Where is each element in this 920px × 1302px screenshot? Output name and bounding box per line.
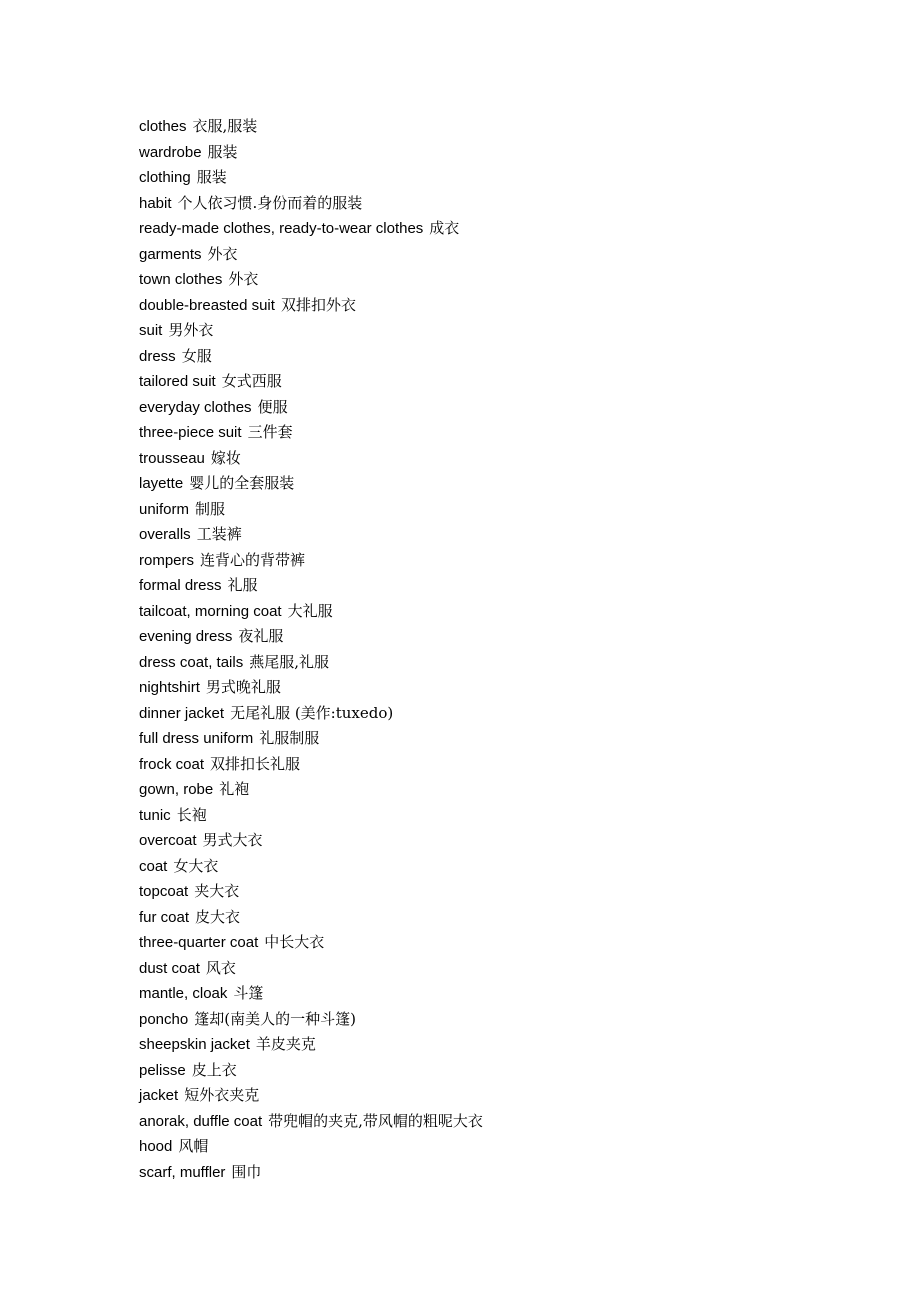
vocabulary-entry [139, 905, 483, 931]
chinese-translation: 风衣 [205, 958, 236, 977]
vocabulary-entry [139, 446, 483, 472]
english-term: sheepskin jacket [139, 1036, 250, 1053]
chinese-translation: 衣服,服装 [192, 117, 258, 135]
english-term: everyday clothes [139, 398, 252, 416]
vocabulary-entry [139, 981, 483, 1007]
chinese-translation: 夜礼服 [238, 627, 284, 645]
chinese-translation: 外衣 [228, 270, 259, 288]
vocabulary-entry [139, 599, 483, 625]
vocabulary-entry [139, 624, 483, 650]
vocabulary-entry [139, 522, 483, 548]
english-term: wardrobe [139, 143, 202, 161]
english-term: overalls [139, 526, 191, 543]
vocabulary-entry [139, 395, 483, 421]
chinese-translation: 礼袍 [219, 780, 250, 798]
vocabulary-entry [139, 191, 483, 217]
vocabulary-entry [139, 879, 483, 905]
chinese-translation: 皮上衣 [191, 1060, 237, 1079]
vocabulary-entry [139, 752, 483, 778]
chinese-translation: 双排扣长礼服 [210, 754, 301, 773]
english-term: nightshirt [139, 679, 200, 696]
chinese-translation: 带兜帽的夹克,带风帽的粗呢大衣 [268, 1111, 483, 1130]
vocabulary-entry [139, 344, 483, 370]
english-term: full dress uniform [139, 730, 254, 747]
vocabulary-entry [139, 1160, 483, 1186]
vocabulary-entry [139, 650, 483, 676]
english-term: hood [139, 1138, 173, 1155]
vocabulary-entry [139, 828, 483, 854]
vocabulary-entry [139, 471, 483, 497]
english-term: tailcoat, morning coat [139, 602, 282, 620]
chinese-translation: 无尾礼服 (美作:tuxedo) [230, 703, 394, 722]
vocabulary-entry [139, 1134, 483, 1160]
chinese-translation: 婴儿的全套服装 [189, 474, 295, 492]
chinese-translation: 斗篷 [233, 984, 264, 1002]
english-term: evening dress [139, 628, 233, 645]
english-term: formal dress [139, 577, 222, 594]
english-term: trousseau [139, 449, 205, 467]
english-term: fur coat [139, 908, 190, 926]
vocabulary-entry [139, 242, 483, 268]
english-term: clothing [139, 169, 191, 186]
english-term: clothes [139, 118, 187, 135]
vocabulary-entry [139, 318, 483, 344]
chinese-translation: 便服 [257, 397, 288, 416]
vocabulary-entry [139, 930, 483, 956]
vocabulary-entry [139, 216, 483, 242]
english-term: dress coat, tails [139, 653, 244, 671]
english-term: rompers [139, 551, 195, 569]
english-term: mantle, cloak [139, 985, 228, 1002]
chinese-translation: 围巾 [231, 1162, 262, 1181]
chinese-translation: 成衣 [429, 219, 460, 237]
english-term: three-quarter coat [139, 934, 259, 951]
vocabulary-entry [139, 497, 483, 523]
chinese-translation: 礼服 [227, 576, 258, 594]
vocabulary-entry [139, 726, 483, 752]
english-term: overcoat [139, 832, 197, 849]
english-term: town clothes [139, 271, 223, 288]
english-term: dust coat [139, 959, 200, 977]
chinese-translation: 夹大衣 [194, 882, 240, 900]
vocabulary-entry [139, 267, 483, 293]
chinese-translation: 双排扣外衣 [280, 295, 356, 314]
english-term: frock coat [139, 755, 205, 773]
english-term: scarf, muffler [139, 1163, 226, 1181]
english-term: jacket [139, 1087, 179, 1104]
vocabulary-entry [139, 573, 483, 599]
chinese-translation: 男外衣 [168, 321, 214, 339]
chinese-translation: 中长大衣 [264, 933, 325, 951]
chinese-translation: 个人依习惯.身份而着的服装 [177, 193, 363, 212]
vocabulary-entry [139, 140, 483, 166]
vocabulary-entry [139, 803, 483, 829]
chinese-translation: 大礼服 [287, 601, 333, 620]
chinese-translation: 女式西服 [221, 372, 282, 390]
chinese-translation: 男式晚礼服 [205, 678, 281, 696]
vocabulary-entry [139, 675, 483, 701]
chinese-translation: 篷却(南美人的一种斗篷) [194, 1009, 356, 1028]
vocabulary-entry [139, 1032, 483, 1058]
chinese-translation: 短外衣夹克 [184, 1086, 260, 1104]
chinese-translation: 风帽 [178, 1137, 209, 1155]
english-term: habit [139, 194, 172, 212]
vocabulary-entry [139, 165, 483, 191]
english-term: tunic [139, 806, 171, 824]
vocabulary-list [139, 114, 483, 1185]
english-term: pelisse [139, 1061, 186, 1079]
vocabulary-entry [139, 1058, 483, 1084]
chinese-translation: 男式大衣 [202, 831, 263, 849]
vocabulary-entry [139, 1007, 483, 1033]
english-term: poncho [139, 1010, 189, 1028]
english-term: gown, robe [139, 781, 214, 798]
english-term: dress [139, 347, 176, 365]
vocabulary-entry [139, 854, 483, 880]
english-term: suit [139, 322, 163, 339]
chinese-translation: 制服 [195, 499, 226, 518]
english-term: dinner jacket [139, 704, 225, 722]
chinese-translation: 皮大衣 [195, 907, 241, 926]
english-term: coat [139, 857, 168, 875]
vocabulary-entry [139, 548, 483, 574]
chinese-translation: 女大衣 [173, 856, 219, 875]
chinese-translation: 女服 [181, 346, 212, 365]
chinese-translation: 燕尾服,礼服 [249, 652, 329, 671]
english-term: layette [139, 475, 184, 492]
english-term: anorak, duffle coat [139, 1112, 263, 1130]
vocabulary-entry [139, 293, 483, 319]
chinese-translation: 礼服制服 [259, 729, 320, 747]
english-term: topcoat [139, 883, 189, 900]
chinese-translation: 服装 [196, 168, 227, 186]
vocabulary-entry [139, 1109, 483, 1135]
chinese-translation: 嫁妆 [210, 448, 241, 467]
chinese-translation: 长袍 [176, 805, 207, 824]
vocabulary-entry [139, 701, 483, 727]
vocabulary-entry [139, 420, 483, 446]
chinese-translation: 连背心的背带裤 [200, 550, 306, 569]
english-term: three-piece suit [139, 424, 242, 441]
chinese-translation: 工装裤 [196, 525, 242, 543]
english-term: tailored suit [139, 373, 216, 390]
english-term: ready-made clothes, ready-to-wear clothes [139, 220, 424, 237]
vocabulary-entry [139, 114, 483, 140]
vocabulary-entry [139, 777, 483, 803]
chinese-translation: 外衣 [207, 244, 238, 263]
vocabulary-entry [139, 956, 483, 982]
vocabulary-entry [139, 369, 483, 395]
chinese-translation: 羊皮夹克 [255, 1035, 316, 1053]
chinese-translation: 三件套 [247, 423, 293, 441]
chinese-translation: 服装 [207, 142, 238, 161]
english-term: uniform [139, 500, 190, 518]
english-term: garments [139, 245, 202, 263]
vocabulary-entry [139, 1083, 483, 1109]
english-term: double-breasted suit [139, 296, 275, 314]
